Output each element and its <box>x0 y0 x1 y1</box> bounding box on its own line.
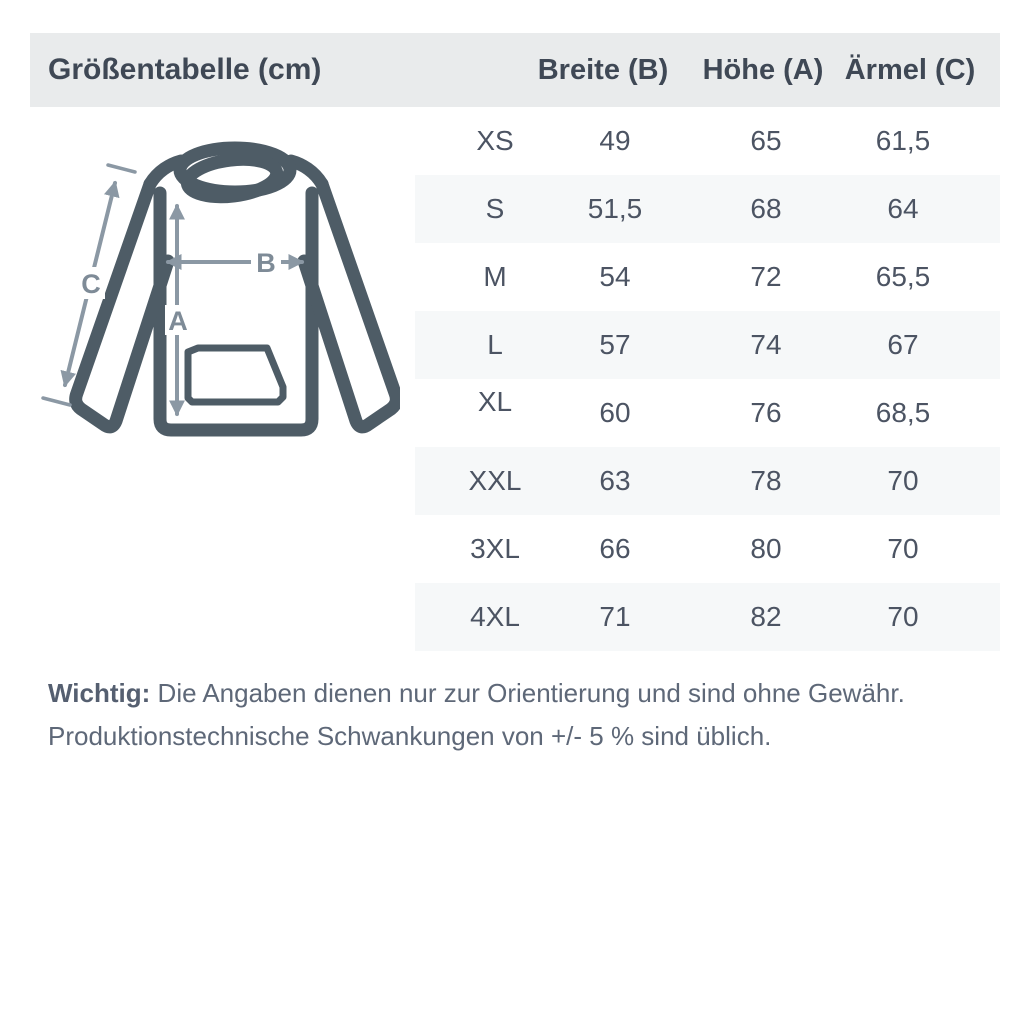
hoodie-pocket <box>188 348 283 402</box>
disclaimer-lead: Wichtig: <box>48 678 151 708</box>
breite-value: 54 <box>599 261 631 292</box>
breite-value: 63 <box>599 465 631 496</box>
table-row-s <box>415 175 1000 243</box>
size-label: M <box>483 261 507 292</box>
dimension-c-label: C <box>81 269 101 299</box>
page-title: Größentabelle (cm) <box>48 53 322 86</box>
size-label: 3XL <box>470 533 520 564</box>
aermel-value: 70 <box>887 533 919 564</box>
table-row-m <box>415 243 1000 311</box>
aermel-value: 61,5 <box>875 125 931 156</box>
table-row-xl <box>415 379 1000 447</box>
breite-value: 71 <box>599 601 631 632</box>
column-header-hoehe: Höhe (A) <box>702 54 824 86</box>
aermel-value: 65,5 <box>875 261 931 292</box>
breite-value: 57 <box>599 329 631 360</box>
dimension-c-bottom-tick <box>43 398 70 405</box>
size-label: XXL <box>468 465 522 496</box>
disclaimer-line1: Die Angaben dienen nur zur Orientierung und sind ohne Gewähr. <box>150 678 905 708</box>
dimension-a-label: A <box>168 306 188 336</box>
aermel-value: 67 <box>887 329 919 360</box>
table-row-l <box>415 311 1000 379</box>
disclaimer-line2: Produktionstechnische Schwankungen von +/- 5 % sind üblich. <box>48 721 772 751</box>
aermel-value: 68,5 <box>875 397 931 428</box>
table-header-bar <box>30 33 1000 107</box>
hoehe-value: 68 <box>750 193 782 224</box>
breite-value: 49 <box>599 125 631 156</box>
size-label: 4XL <box>470 601 520 632</box>
size-label: L <box>487 329 503 360</box>
breite-value: 60 <box>599 397 631 428</box>
aermel-value: 70 <box>887 601 919 632</box>
table-row-3xl <box>415 515 1000 583</box>
size-label: XS <box>476 125 514 156</box>
breite-value: 51,5 <box>587 193 643 224</box>
dimension-b-label: B <box>256 248 276 278</box>
size-table <box>415 107 1000 651</box>
aermel-value: 70 <box>887 465 919 496</box>
column-header-aermel: Ärmel (C) <box>844 54 976 86</box>
size-label: XL <box>477 386 513 417</box>
aermel-value: 64 <box>887 193 919 224</box>
size-label: S <box>485 193 505 224</box>
hoehe-value: 76 <box>750 397 782 428</box>
hoodie-outline <box>76 148 397 430</box>
disclaimer-note <box>48 672 978 758</box>
table-row-4xl <box>415 583 1000 651</box>
hoehe-value: 78 <box>750 465 782 496</box>
breite-value: 66 <box>599 533 631 564</box>
column-header-breite: Breite (B) <box>537 54 669 86</box>
table-row-xxl <box>415 447 1000 515</box>
hoodie-measurement-diagram <box>40 128 400 468</box>
hoehe-value: 80 <box>750 533 782 564</box>
dimension-c-top-tick <box>108 165 135 172</box>
table-row-xs <box>415 107 1000 175</box>
hoehe-value: 74 <box>750 329 782 360</box>
hoehe-value: 82 <box>750 601 782 632</box>
hoehe-value: 72 <box>750 261 782 292</box>
hoehe-value: 65 <box>750 125 782 156</box>
